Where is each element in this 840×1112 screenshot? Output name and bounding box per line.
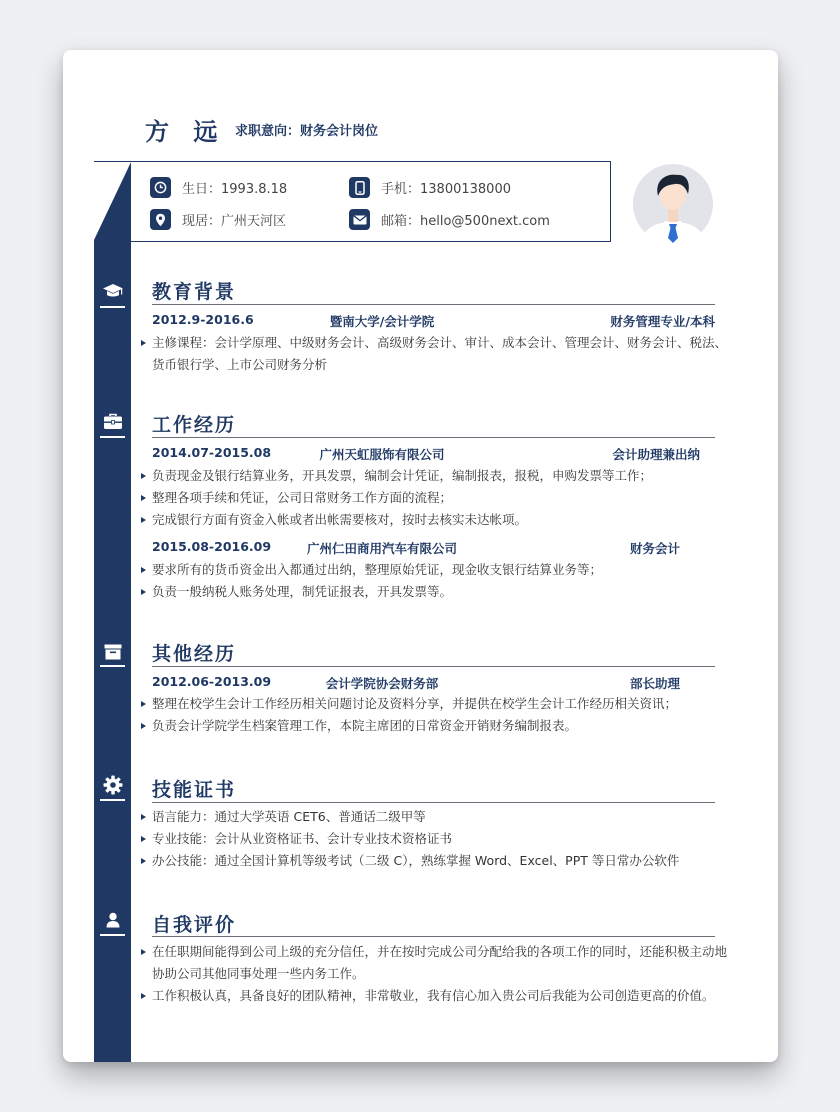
location-icon xyxy=(150,209,171,230)
other-entry xyxy=(152,674,715,692)
self-title: 自我评价 xyxy=(152,914,237,936)
phone-info xyxy=(349,177,511,198)
section-rule xyxy=(152,936,715,937)
job-bullet: 负责一般纳税人账务处理，制凭证报表，开具发票等。 xyxy=(140,581,734,603)
skills-title: 技能证书 xyxy=(152,779,237,801)
job-company: 广州仁田商用汽车有限公司 xyxy=(306,541,458,556)
section-divider xyxy=(100,934,125,936)
job-entry xyxy=(152,539,715,557)
job-bullet: 负责现金及银行结算业务，开具发票，编制会计凭证，编制报表，报税，申购发票等工作； xyxy=(140,465,734,487)
skills-bullet: 办公技能：通过全国计算机等级考试（二级 C），熟练掌握 Word、Excel、PPT 等日常办公软件 xyxy=(140,850,734,872)
other-period: 2012.06-2013.09 xyxy=(152,674,272,689)
section-divider xyxy=(100,665,125,667)
education-title: 教育背景 xyxy=(152,281,237,303)
section-rule xyxy=(152,802,715,803)
archive-box-icon xyxy=(100,639,125,664)
birth-info xyxy=(150,177,287,198)
section-divider xyxy=(100,799,125,801)
person-icon xyxy=(100,907,125,932)
job-period: 2014.07-2015.08 xyxy=(152,445,272,460)
skills-bullet: 语言能力：通过大学英语 CET6、普通话二级甲等 xyxy=(140,806,734,828)
mail-icon xyxy=(349,209,370,230)
gear-icon xyxy=(100,772,125,797)
education-entry xyxy=(152,312,715,330)
job-bullet: 完成银行方面有资金入帐或者出帐需要核对，按时去核实未达帐项。 xyxy=(140,509,734,531)
job-bullet: 整理各项手续和凭证，公司日常财务工作方面的流程； xyxy=(140,487,734,509)
education-major: 财务管理专业/本科 xyxy=(610,314,715,329)
job-role: 财务会计 xyxy=(629,541,680,556)
resume-page xyxy=(63,50,778,1062)
education-period: 2012.9-2016.6 xyxy=(152,312,254,327)
job-entry xyxy=(152,445,715,463)
residence-info xyxy=(150,209,286,230)
job-role: 会计助理兼出纳 xyxy=(612,447,700,462)
job-bullet: 要求所有的货币资金出入都通过出纳，整理原始凭证，现金收支银行结算业务等； xyxy=(140,559,734,581)
section-rule xyxy=(152,437,715,438)
briefcase-icon xyxy=(100,409,125,434)
skills-bullet: 专业技能：会计从业资格证书、会计专业技术资格证书 xyxy=(140,828,734,850)
other-bullet: 负责会计学院学生档案管理工作，本院主席团的日常资金开销财务编制报表。 xyxy=(140,715,734,737)
section-rule xyxy=(152,666,715,667)
other-title: 其他经历 xyxy=(152,643,237,665)
clock-icon xyxy=(150,177,171,198)
phone-icon xyxy=(349,177,370,198)
job-intent: 求职意向：财务会计岗位 xyxy=(235,124,379,139)
residence-text: 现居：广州天河区 xyxy=(182,214,287,229)
birth-text: 生日：1993.8.18 xyxy=(182,182,288,197)
self-bullet: 工作积极认真，具备良好的团队精神，非常敬业，我有信心加入贵公司后我能为公司创造更高的价值。 xyxy=(140,985,734,1007)
phone-text: 手机：13800138000 xyxy=(381,182,511,197)
education-school: 暨南大学/会计学院 xyxy=(329,314,435,329)
job-period: 2015.08-2016.09 xyxy=(152,539,272,554)
other-org: 会计学院协会财务部 xyxy=(325,676,439,691)
candidate-name: 方 远 xyxy=(145,118,226,146)
section-rule xyxy=(152,304,715,305)
other-role: 部长助理 xyxy=(629,676,680,691)
email-info xyxy=(349,209,550,230)
education-bullet: 主修课程：会计学原理、中级财务会计、高级财务会计、审计、成本会计、管理会计、财务会计、税法、货币银行学、上市公司财务分析 xyxy=(140,332,734,376)
section-divider xyxy=(100,306,125,308)
email-text: 邮箱：hello@500next.com xyxy=(381,214,550,229)
section-divider xyxy=(100,436,125,438)
avatar xyxy=(633,164,713,244)
graduation-cap-icon xyxy=(100,278,125,303)
job-company: 广州天虹服饰有限公司 xyxy=(319,447,445,462)
other-bullet: 整理在校学生会计工作经历相关问题讨论及资料分享，并提供在校学生会计工作经历相关资讯； xyxy=(140,693,734,715)
work-title: 工作经历 xyxy=(152,414,237,436)
self-bullet: 在任职期间能得到公司上级的充分信任，并在按时完成公司分配给我的各项工作的同时，还能积极主动地协助公司其他同事处理一些内务工作。 xyxy=(140,941,734,985)
